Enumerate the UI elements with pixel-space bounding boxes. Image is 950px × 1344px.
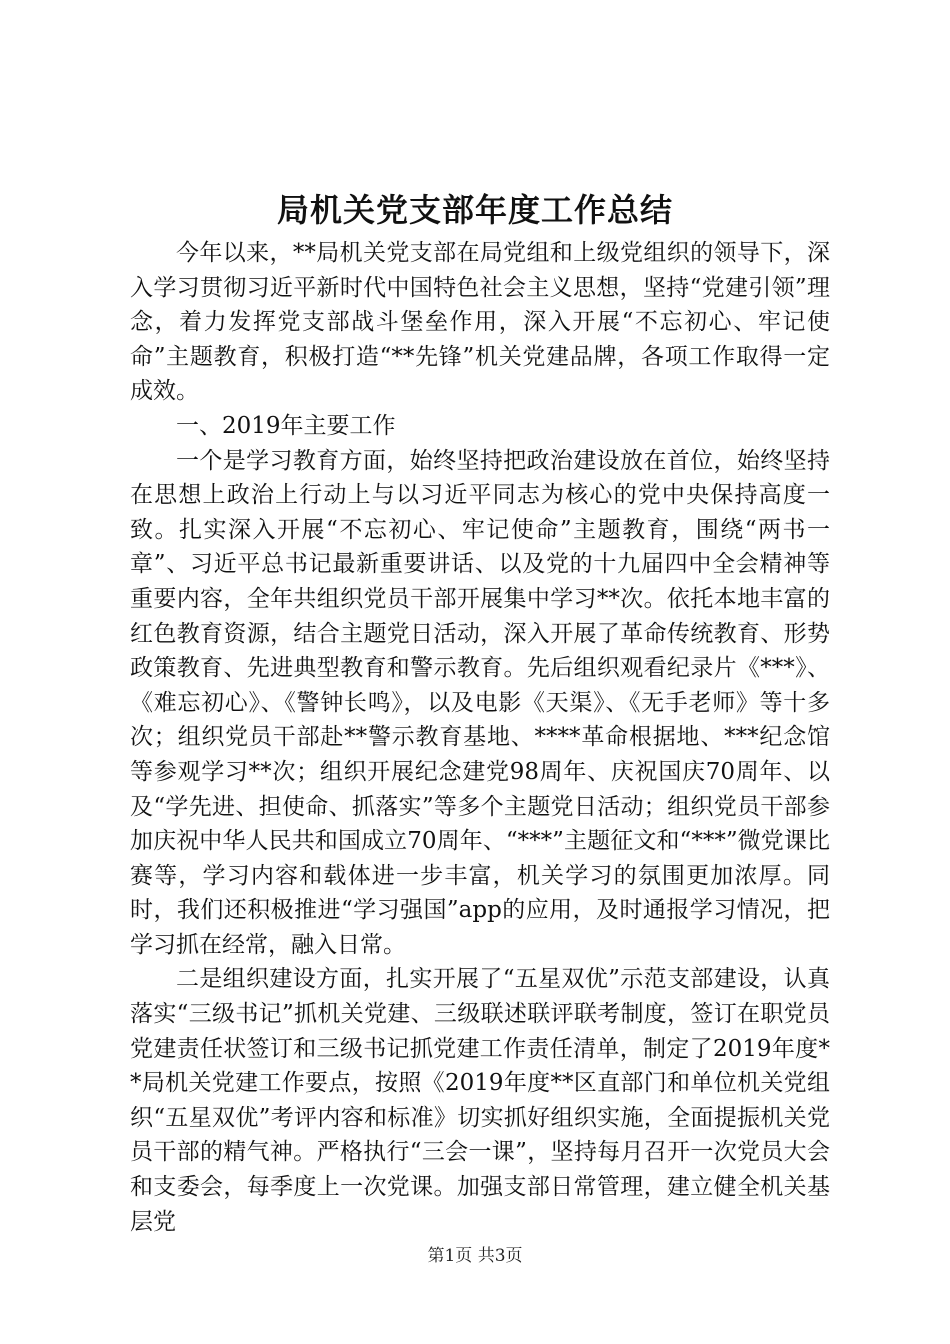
organization-building-paragraph: 二是组织建设方面，扎实开展了“五星双优”示范支部建设，认真落实“三级书记”抓机关党建、三级联述联评联考制度，签订在职党员党建责任状签订和三级书记抓党建工作责任清单，制定了2019年度**局机关党建工作要点，按照《2019年度**区直部门和单位机关党组织“五星双优”考评内容和标准》切实抓好组织实施，全面提振机关党员干部的精气神。严格执行“三会一课”，坚持每月召开一次党员大会和支委会，每季度上一次党课。加强支部日常管理，建立健全机关基层党 (130, 966, 830, 1235)
page-number-footer: 第1页 共3页 (427, 1246, 523, 1266)
document-body (130, 236, 830, 1239)
document-title: 局机关党支部年度工作总结 (276, 191, 673, 229)
study-education-paragraph: 一个是学习教育方面，始终坚持把政治建设放在首位，始终坚持在思想上政治上行动上与以习近平同志为核心的党中央保持高度一致。扎实深入开展“不忘初心、牢记使命”主题教育，围绕“两书一章”、习近平总书记最新重要讲话、以及党的十九届四中全会精神等重要内容，全年共组织党员干部开展集中学习**次。依托本地丰富的红色教育资源，结合主题党日活动，深入开展了革命传统教育、形势政策教育、先进典型教育和警示教育。先后组织观看纪录片《***》、《难忘初心》、《警钟长鸣》，以及电影《天渠》、《无手老师》等十多次；组织党员干部赴**警示教育基地、****革命根据地、***纪念馆等参观学习**次；组织开展纪念建党98周年、庆祝国庆70周年、以及“学先进、担使命、抓落实”等多个主题党日活动；组织党员干部参加庆祝中华人民共和国成立70周年、“***”主题征文和“***”微党课比赛等，学习内容和载体进一步丰富，机关学习的氛围更加浓厚。同时，我们还积极推进“学习强国”app的应用，及时通报学习情况，把学习抓在经常，融入日常。 (130, 447, 830, 958)
intro-paragraph: 今年以来，**局机关党支部在局党组和上级党组织的领导下，深入学习贯彻习近平新时代中国特色社会主义思想，坚持“党建引领”理念，着力发挥党支部战斗堡垒作用，深入开展“不忘初心、牢记使命”主题教育，积极打造“**先锋”机关党建品牌，各项工作取得一定成效。 (130, 240, 830, 405)
section-heading: 一、2019年主要工作 (176, 412, 396, 439)
